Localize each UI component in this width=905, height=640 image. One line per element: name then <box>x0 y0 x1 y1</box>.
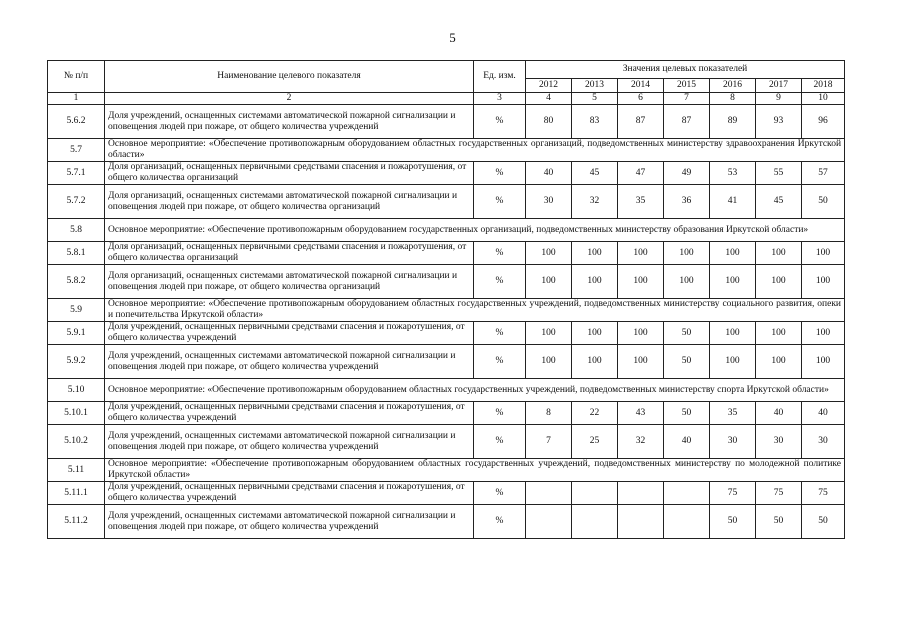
indicator-row <box>48 345 845 379</box>
value-cell: 100 <box>526 265 572 299</box>
value-cell: 100 <box>526 322 572 345</box>
value-cell: 100 <box>572 322 618 345</box>
value-cell: 100 <box>618 265 664 299</box>
unit-cell: % <box>474 185 526 219</box>
unit-cell: % <box>474 402 526 425</box>
row-number: 5.6.2 <box>48 105 105 139</box>
header-year: 2013 <box>572 79 618 93</box>
target-indicators-table <box>47 60 845 539</box>
column-index: 4 <box>526 93 572 105</box>
value-cell: 50 <box>756 505 802 539</box>
indicator-name: Доля организаций, оснащенных системами автоматической пожарной сигнализации и оповещения людей при пожаре, от общего количества организаций <box>105 265 474 299</box>
row-number: 5.11.2 <box>48 505 105 539</box>
indicator-row <box>48 105 845 139</box>
value-cell <box>664 482 710 505</box>
value-cell: 93 <box>756 105 802 139</box>
value-cell: 100 <box>802 242 845 265</box>
indicator-name: Доля учреждений, оснащенных системами автоматической пожарной сигнализации и оповещения людей при пожаре, от общего количества учреждений <box>105 505 474 539</box>
value-cell <box>618 482 664 505</box>
value-cell: 50 <box>710 505 756 539</box>
unit-cell: % <box>474 322 526 345</box>
indicator-row <box>48 162 845 185</box>
unit-cell: % <box>474 505 526 539</box>
unit-cell: % <box>474 345 526 379</box>
row-number: 5.8.2 <box>48 265 105 299</box>
value-cell: 30 <box>802 425 845 459</box>
value-cell: 50 <box>802 185 845 219</box>
value-cell: 87 <box>664 105 710 139</box>
header-year: 2018 <box>802 79 845 93</box>
value-cell: 55 <box>756 162 802 185</box>
value-cell: 83 <box>572 105 618 139</box>
value-cell: 47 <box>618 162 664 185</box>
value-cell: 96 <box>802 105 845 139</box>
header-name: Наименование целевого показателя <box>105 61 474 93</box>
measure-text: Основное мероприятие: «Обеспечение противопожарным оборудованием государственных организаций, подведомственных министерству образования Иркутской области» <box>105 219 845 242</box>
value-cell: 100 <box>572 265 618 299</box>
unit-cell: % <box>474 242 526 265</box>
value-cell: 45 <box>572 162 618 185</box>
value-cell: 75 <box>756 482 802 505</box>
value-cell: 100 <box>572 345 618 379</box>
indicator-name: Доля учреждений, оснащенных первичными средствами спасения и пожаротушения, от общего количества учреждений <box>105 482 474 505</box>
value-cell: 40 <box>802 402 845 425</box>
measure-row <box>48 299 845 322</box>
unit-cell: % <box>474 265 526 299</box>
measure-row <box>48 459 845 482</box>
measure-text: Основное мероприятие: «Обеспечение противопожарным оборудованием областных государственных учреждений, подведомственных министерству социального развития, опеки и попечительства Иркутской области» <box>105 299 845 322</box>
value-cell: 32 <box>618 425 664 459</box>
header-year: 2017 <box>756 79 802 93</box>
row-number: 5.7.1 <box>48 162 105 185</box>
value-cell: 100 <box>618 345 664 379</box>
row-number: 5.10 <box>48 379 105 402</box>
value-cell <box>618 505 664 539</box>
value-cell: 100 <box>572 242 618 265</box>
value-cell <box>664 505 710 539</box>
unit-cell: % <box>474 425 526 459</box>
row-number: 5.9.1 <box>48 322 105 345</box>
column-index: 3 <box>474 93 526 105</box>
value-cell: 36 <box>664 185 710 219</box>
value-cell: 100 <box>710 322 756 345</box>
measure-row <box>48 379 845 402</box>
value-cell: 50 <box>664 322 710 345</box>
indicator-name: Доля организаций, оснащенных системами автоматической пожарной сигнализации и оповещения людей при пожаре, от общего количества организаций <box>105 185 474 219</box>
column-index: 8 <box>710 93 756 105</box>
value-cell: 87 <box>618 105 664 139</box>
measure-row <box>48 219 845 242</box>
value-cell: 100 <box>802 265 845 299</box>
value-cell: 80 <box>526 105 572 139</box>
value-cell: 100 <box>664 242 710 265</box>
value-cell: 75 <box>710 482 756 505</box>
value-cell: 57 <box>802 162 845 185</box>
indicator-row <box>48 402 845 425</box>
value-cell: 100 <box>526 345 572 379</box>
row-number: 5.9.2 <box>48 345 105 379</box>
value-cell: 49 <box>664 162 710 185</box>
row-number: 5.11.1 <box>48 482 105 505</box>
value-cell: 35 <box>710 402 756 425</box>
row-number: 5.11 <box>48 459 105 482</box>
column-index: 2 <box>105 93 474 105</box>
indicator-name: Доля учреждений, оснащенных системами автоматической пожарной сигнализации и оповещения людей при пожаре, от общего количества учреждений <box>105 345 474 379</box>
value-cell: 100 <box>710 345 756 379</box>
indicator-name: Доля учреждений, оснащенных системами автоматической пожарной сигнализации и оповещения людей при пожаре, от общего количества учреждений <box>105 425 474 459</box>
row-number: 5.10.2 <box>48 425 105 459</box>
value-cell: 7 <box>526 425 572 459</box>
value-cell: 40 <box>756 402 802 425</box>
value-cell: 50 <box>664 345 710 379</box>
value-cell <box>572 505 618 539</box>
indicator-row <box>48 425 845 459</box>
value-cell: 100 <box>756 242 802 265</box>
value-cell: 25 <box>572 425 618 459</box>
value-cell: 45 <box>756 185 802 219</box>
indicator-name: Доля организаций, оснащенных первичными средствами спасения и пожаротушения, от общего количества организаций <box>105 162 474 185</box>
header-year: 2012 <box>526 79 572 93</box>
value-cell: 100 <box>710 265 756 299</box>
row-number: 5.8.1 <box>48 242 105 265</box>
measure-row <box>48 139 845 162</box>
header-row <box>48 61 845 79</box>
value-cell: 40 <box>664 425 710 459</box>
column-index: 1 <box>48 93 105 105</box>
unit-cell: % <box>474 482 526 505</box>
value-cell: 50 <box>802 505 845 539</box>
value-cell: 100 <box>618 322 664 345</box>
header-year: 2015 <box>664 79 710 93</box>
value-cell: 100 <box>802 345 845 379</box>
value-cell: 100 <box>756 345 802 379</box>
measure-text: Основное мероприятие: «Обеспечение противопожарным оборудованием областных государственных учреждений, подведомственных министерству по молодежной политике Иркутской области» <box>105 459 845 482</box>
indicator-name: Доля учреждений, оснащенных системами автоматической пожарной сигнализации и оповещения людей при пожаре, от общего количества учреждений <box>105 105 474 139</box>
row-number: 5.7 <box>48 139 105 162</box>
indicator-name: Доля учреждений, оснащенных первичными средствами спасения и пожаротушения, от общего количества учреждений <box>105 322 474 345</box>
indicator-row <box>48 265 845 299</box>
row-number: 5.8 <box>48 219 105 242</box>
column-index: 6 <box>618 93 664 105</box>
value-cell: 100 <box>756 322 802 345</box>
column-index-row <box>48 93 845 105</box>
header-unit: Ед. изм. <box>474 61 526 93</box>
measure-text: Основное мероприятие: «Обеспечение противопожарным оборудованием областных государственных учреждений, подведомственных министерству спорта Иркутской области» <box>105 379 845 402</box>
value-cell: 100 <box>664 265 710 299</box>
value-cell: 22 <box>572 402 618 425</box>
unit-cell: % <box>474 162 526 185</box>
header-year: 2014 <box>618 79 664 93</box>
indicator-row <box>48 482 845 505</box>
value-cell: 30 <box>710 425 756 459</box>
value-cell: 100 <box>618 242 664 265</box>
value-cell <box>526 482 572 505</box>
value-cell: 8 <box>526 402 572 425</box>
value-cell: 100 <box>802 322 845 345</box>
page-number: 5 <box>449 30 456 45</box>
value-cell: 30 <box>526 185 572 219</box>
column-index: 10 <box>802 93 845 105</box>
column-index: 9 <box>756 93 802 105</box>
value-cell <box>572 482 618 505</box>
row-number: 5.10.1 <box>48 402 105 425</box>
value-cell: 32 <box>572 185 618 219</box>
indicator-row <box>48 185 845 219</box>
value-cell: 89 <box>710 105 756 139</box>
value-cell <box>526 505 572 539</box>
indicator-row <box>48 322 845 345</box>
header-values: Значения целевых показателей <box>526 61 845 79</box>
column-index: 5 <box>572 93 618 105</box>
indicator-row <box>48 505 845 539</box>
value-cell: 100 <box>756 265 802 299</box>
indicator-row <box>48 242 845 265</box>
indicator-name: Доля учреждений, оснащенных первичными средствами спасения и пожаротушения, от общего количества учреждений <box>105 402 474 425</box>
header-year: 2016 <box>710 79 756 93</box>
value-cell: 30 <box>756 425 802 459</box>
value-cell: 50 <box>664 402 710 425</box>
value-cell: 53 <box>710 162 756 185</box>
value-cell: 35 <box>618 185 664 219</box>
row-number: 5.7.2 <box>48 185 105 219</box>
value-cell: 100 <box>710 242 756 265</box>
unit-cell: % <box>474 105 526 139</box>
indicator-name: Доля организаций, оснащенных первичными средствами спасения и пожаротушения, от общего количества организаций <box>105 242 474 265</box>
header-num: № п/п <box>48 61 105 93</box>
value-cell: 100 <box>526 242 572 265</box>
row-number: 5.9 <box>48 299 105 322</box>
column-index: 7 <box>664 93 710 105</box>
value-cell: 75 <box>802 482 845 505</box>
value-cell: 43 <box>618 402 664 425</box>
measure-text: Основное мероприятие: «Обеспечение противопожарным оборудованием областных государственных организаций, подведомственных министерству здравоохранения Иркутской области» <box>105 139 845 162</box>
value-cell: 40 <box>526 162 572 185</box>
value-cell: 41 <box>710 185 756 219</box>
